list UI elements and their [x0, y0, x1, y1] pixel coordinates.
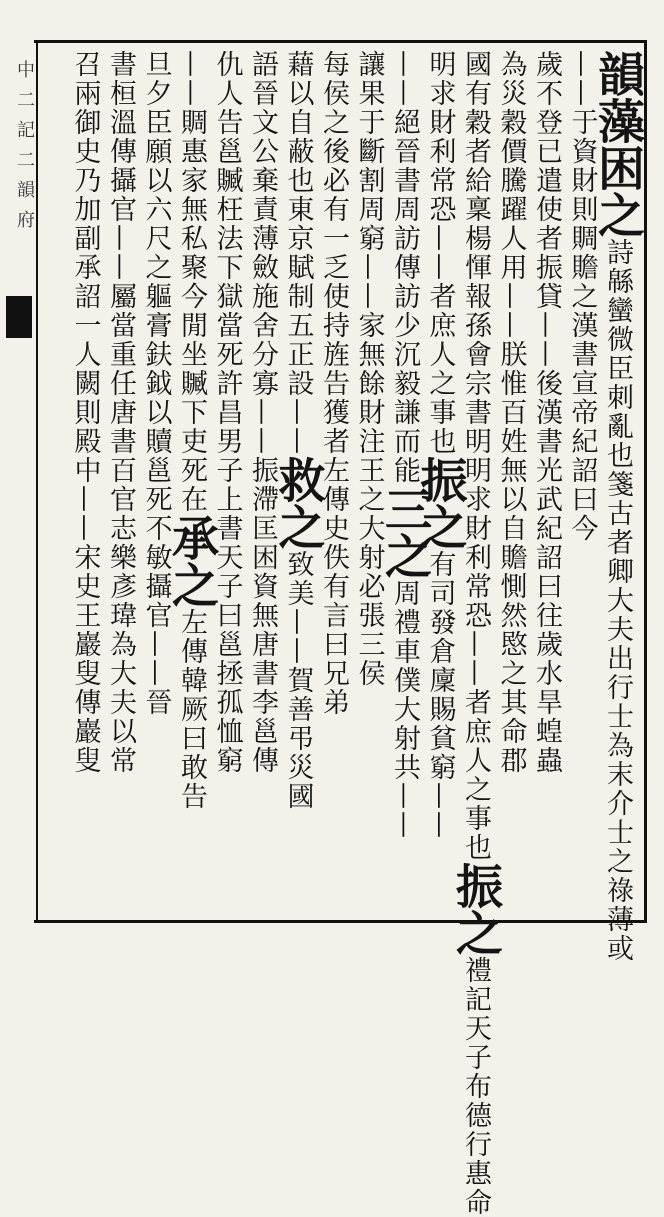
column-text: 詩緜蠻微臣刺亂也箋古者卿大夫出行士為末介士之祿薄或 — [602, 238, 633, 963]
column-text: 旦夕臣願以六尺之軀膏鈇鉞以贖邕死 — [140, 50, 172, 514]
column-text: 為災穀價騰躍人用——朕惟百姓無以自贍惻然愍之其命郡 — [495, 50, 527, 775]
column-text: ——絕晉書周訪傳訪少沉毅謙而能 — [389, 50, 420, 485]
column-text: 仇人告邕贓枉法下獄當死許昌男子上書天子曰邕拯孤恤窮 — [211, 50, 243, 775]
text-column — [590, 50, 645, 963]
column-text: 讓果于斷割周窮——家無餘財 — [353, 50, 385, 427]
text-column — [164, 50, 219, 910]
text-column — [68, 50, 102, 910]
column-text: 每侯之後必有一乏使持旌告獲者 — [318, 50, 349, 456]
headword: 三之 — [377, 485, 432, 579]
headword: 承之 — [164, 514, 219, 608]
text-column — [377, 50, 432, 910]
bottom-border — [34, 920, 646, 923]
headword: 韻藻困之 — [590, 50, 645, 238]
text-column — [103, 50, 137, 910]
column-text: 書桓溫傳攝官——屬當重任唐書百官志樂彥瑋為大夫以常 — [105, 50, 136, 775]
column-text: 注王之大射必張三侯 — [353, 427, 385, 688]
text-column — [412, 50, 468, 910]
column-text: 左傳韓厥曰敢告 — [176, 608, 207, 811]
column-text: 左傳史佚有言曰兄弟 — [318, 456, 349, 717]
left-border — [36, 40, 38, 923]
headword: 救之 — [270, 456, 326, 550]
text-column — [352, 50, 386, 910]
headword: 振之 — [412, 456, 468, 550]
text-column — [210, 50, 244, 910]
top-border — [34, 40, 646, 43]
headword: 振之 — [448, 862, 503, 956]
text-column — [245, 50, 279, 910]
column-text: 不敏攝官——晉 — [140, 514, 172, 717]
text-column — [529, 50, 563, 910]
column-text: ——賙惠家無私聚今閒坐贓下吏死在 — [176, 50, 207, 514]
column-text: ——于資財則賙贍之漢書宣帝紀詔曰今 — [566, 50, 598, 543]
column-text: 語晉文公棄責薄斂施舍分寡——振滯匡困資無唐書李邕傳 — [247, 50, 278, 775]
column-text: 致美——賀善弔災國 — [282, 550, 314, 811]
column-text: 國有穀者給稟楊惲報孫會宗書明明求財利常恐——者庶人之事也 — [460, 50, 491, 862]
column-text: 禮記天子布德行惠命 — [460, 956, 491, 1217]
column-text: 明求財利常恐——者庶人之事也 — [424, 50, 456, 456]
text-column — [139, 50, 173, 910]
column-text: 藉以自蔽也東京賦制五正設—— — [282, 50, 314, 456]
margin-note: 中二記二韻府 — [14, 60, 35, 240]
text-column — [494, 50, 528, 910]
text-column — [270, 50, 326, 910]
column-text: 周禮車僕大射共—— — [389, 579, 420, 840]
column-text: 歲不登已遣使者振貸——後漢書光武紀詔曰往歲水旱蝗蟲 — [531, 50, 562, 775]
text-column — [565, 50, 599, 910]
column-text: 召兩御史乃加副承詔一人闕則殿中——宋史王巖叟傳巖叟 — [69, 50, 101, 775]
column-text: 有司發倉廩賜貧窮—— — [424, 550, 456, 840]
